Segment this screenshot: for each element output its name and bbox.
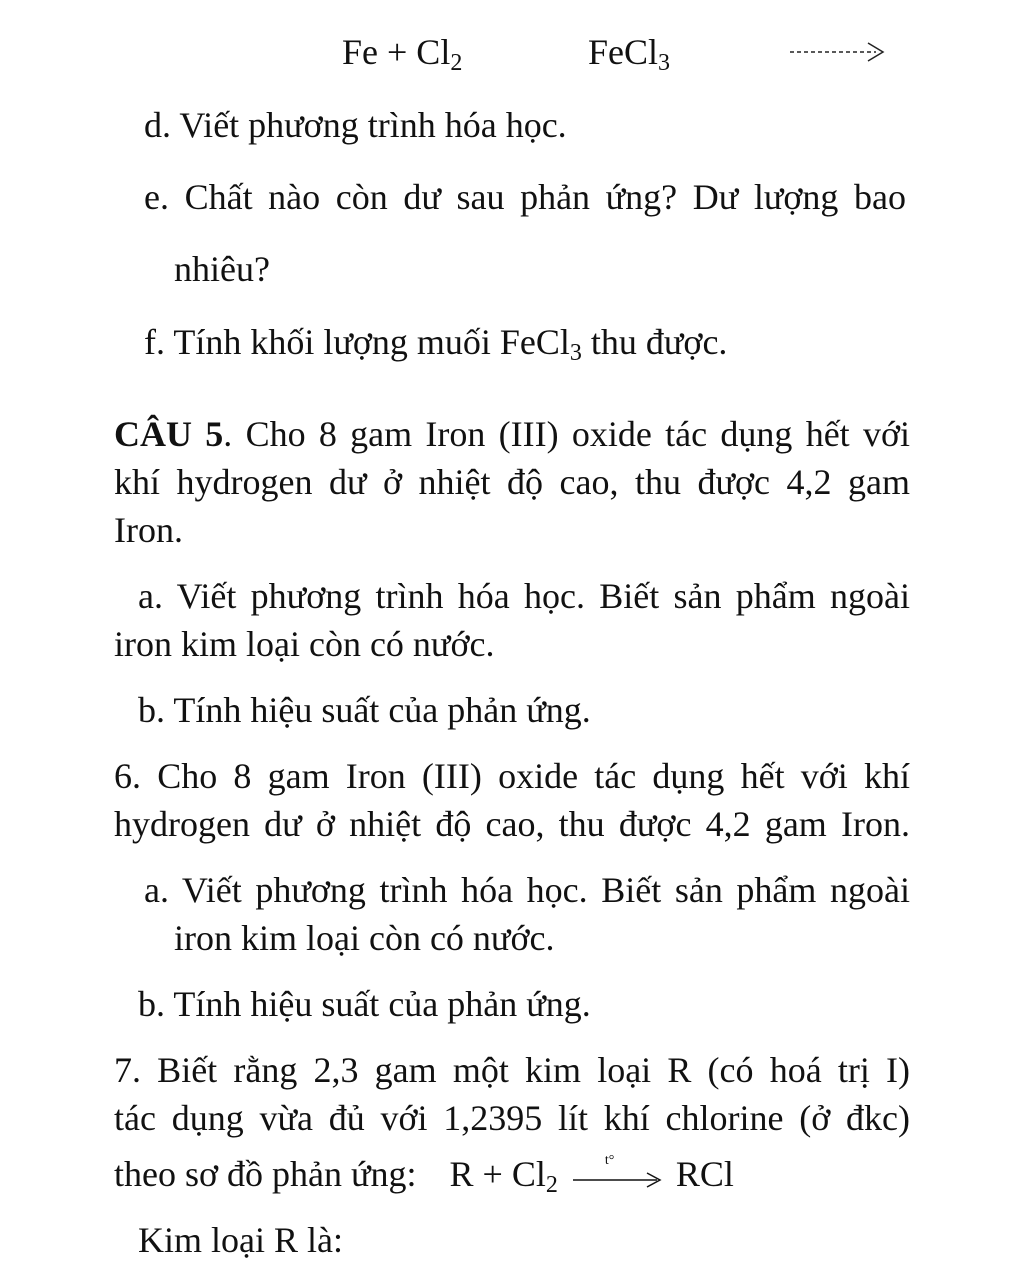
- q5-line1-text: . Cho 8 gam Iron (III) oxide tác dụng hết với: [223, 414, 910, 454]
- q7-line3: [114, 1152, 734, 1196]
- q4-part-f-subscript: 3: [569, 340, 582, 366]
- dashed-arrow-icon: [788, 30, 888, 70]
- q5-line3: Iron.: [114, 510, 183, 550]
- q4-part-e-line1: e. Chất nào còn dư sau phản ứng? Dư lượng bao: [144, 177, 906, 217]
- equation-lhs-text: Fe + Cl: [342, 32, 451, 72]
- q6-part-a-line1: a. Viết phương trình hóa học. Biết sản phẩm ngoài: [144, 870, 910, 910]
- q5-line1: [114, 412, 910, 456]
- q5-line2: khí hydrogen dư ở nhiệt độ cao, thu được 4,2 gam: [114, 462, 910, 502]
- q7-equation-lhs-subscript: 2: [545, 1172, 558, 1198]
- q4-part-f: [144, 320, 727, 364]
- equation-lhs-subscript: 2: [450, 50, 463, 76]
- q4-part-e-line2: nhiêu?: [174, 249, 270, 289]
- q4-part-d: d. Viết phương trình hóa học.: [144, 105, 567, 145]
- q5-part-a-line1: a. Viết phương trình hóa học. Biết sản phẩm ngoài: [138, 576, 910, 616]
- equation-top-rhs: [588, 30, 670, 74]
- q5-part-a-line2: iron kim loại còn có nước.: [114, 624, 495, 664]
- q5-part-b: b. Tính hiệu suất của phản ứng.: [138, 690, 591, 730]
- q7-line3-text: theo sơ đồ phản ứng:: [114, 1154, 417, 1194]
- q7-equation-rhs: RCl: [675, 1154, 734, 1194]
- q6-line2: hydrogen dư ở nhiệt độ cao, thu được 4,2 gam Iron.: [114, 804, 910, 844]
- q7-equation-lhs: R + Cl: [449, 1154, 546, 1194]
- q6-part-b: b. Tính hiệu suất của phản ứng.: [138, 984, 591, 1024]
- reaction-arrow-icon: [571, 1152, 663, 1196]
- equation-rhs-subscript: 3: [658, 50, 671, 76]
- equation-rhs-text: FeCl: [588, 32, 659, 72]
- q7-line2: tác dụng vừa đủ với 1,2395 lít khí chlorine (ở đkc): [114, 1098, 910, 1138]
- q4-part-f-text: f. Tính khối lượng muối FeCl: [144, 322, 570, 362]
- q6-line1: 6. Cho 8 gam Iron (III) oxide tác dụng hết với khí: [114, 756, 910, 796]
- q4-part-f-suffix: thu được.: [581, 322, 728, 362]
- q7-answer-prompt: Kim loại R là:: [138, 1220, 343, 1260]
- q7-line1: 7. Biết rằng 2,3 gam một kim loại R (có hoá trị I): [114, 1050, 910, 1090]
- q5-label: CÂU 5: [114, 414, 224, 454]
- equation-top-lhs: [342, 30, 462, 74]
- reaction-condition: t°: [604, 1152, 615, 1168]
- q6-part-a-line2: iron kim loại còn có nước.: [174, 918, 555, 958]
